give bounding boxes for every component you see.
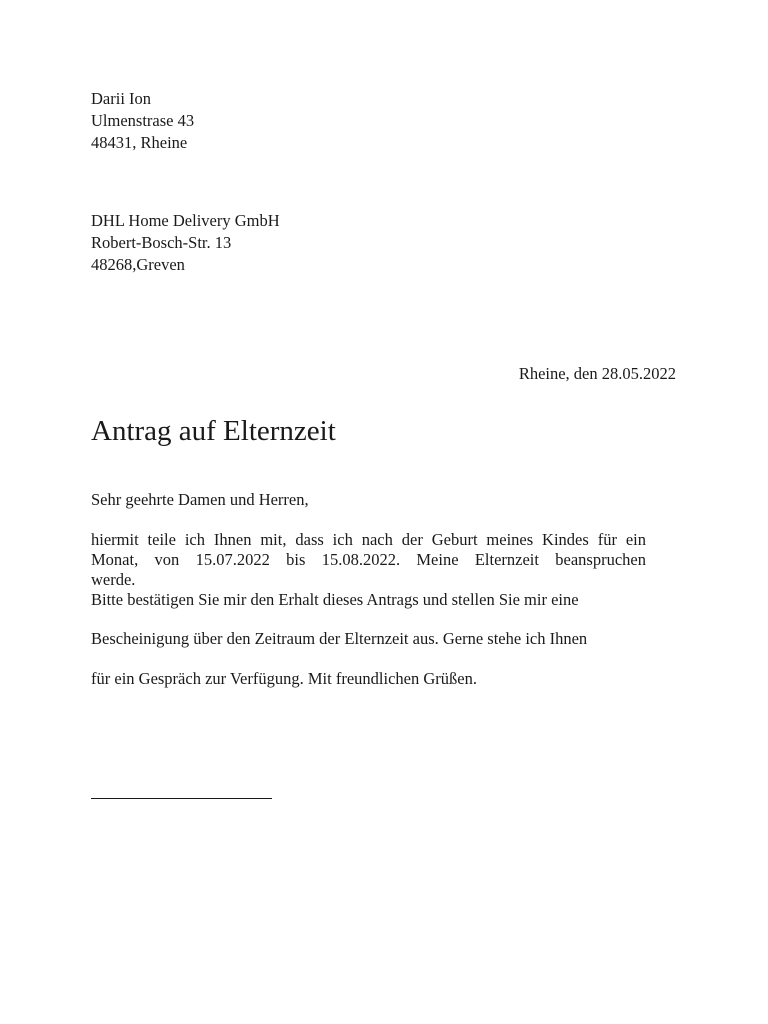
body-line: Monat, von 15.07.2022 bis 15.08.2022. Meine Elternzeit beanspruchen	[91, 550, 646, 569]
sender-name: Darii Ion	[91, 89, 152, 108]
body-line: Bitte bestätigen Sie mir den Erhalt dieses Antrags und stellen Sie mir eine	[91, 590, 579, 609]
body-line: werde.	[91, 570, 136, 589]
date-line: Rheine, den 28.05.2022	[518, 364, 676, 383]
body-line: hiermit teile ich Ihnen mit, dass ich nach der Geburt meines Kindes für ein	[91, 530, 646, 549]
recipient-street: Robert-Bosch-Str. 13	[91, 233, 232, 252]
sender-city: 48431, Rheine	[91, 133, 188, 152]
recipient-city: 48268,Greven	[91, 255, 185, 274]
body-line: für ein Gespräch zur Verfügung. Mit freundlichen Grüßen.	[91, 669, 477, 688]
signature-line	[91, 798, 272, 799]
salutation: Sehr geehrte Damen und Herren,	[91, 490, 309, 509]
letter-subject: Antrag auf Elternzeit	[91, 415, 336, 447]
body-line: Bescheinigung über den Zeitraum der Elternzeit aus. Gerne stehe ich Ihnen	[91, 629, 588, 648]
sender-street: Ulmenstrase 43	[91, 111, 195, 130]
recipient-company: DHL Home Delivery GmbH	[91, 211, 280, 230]
